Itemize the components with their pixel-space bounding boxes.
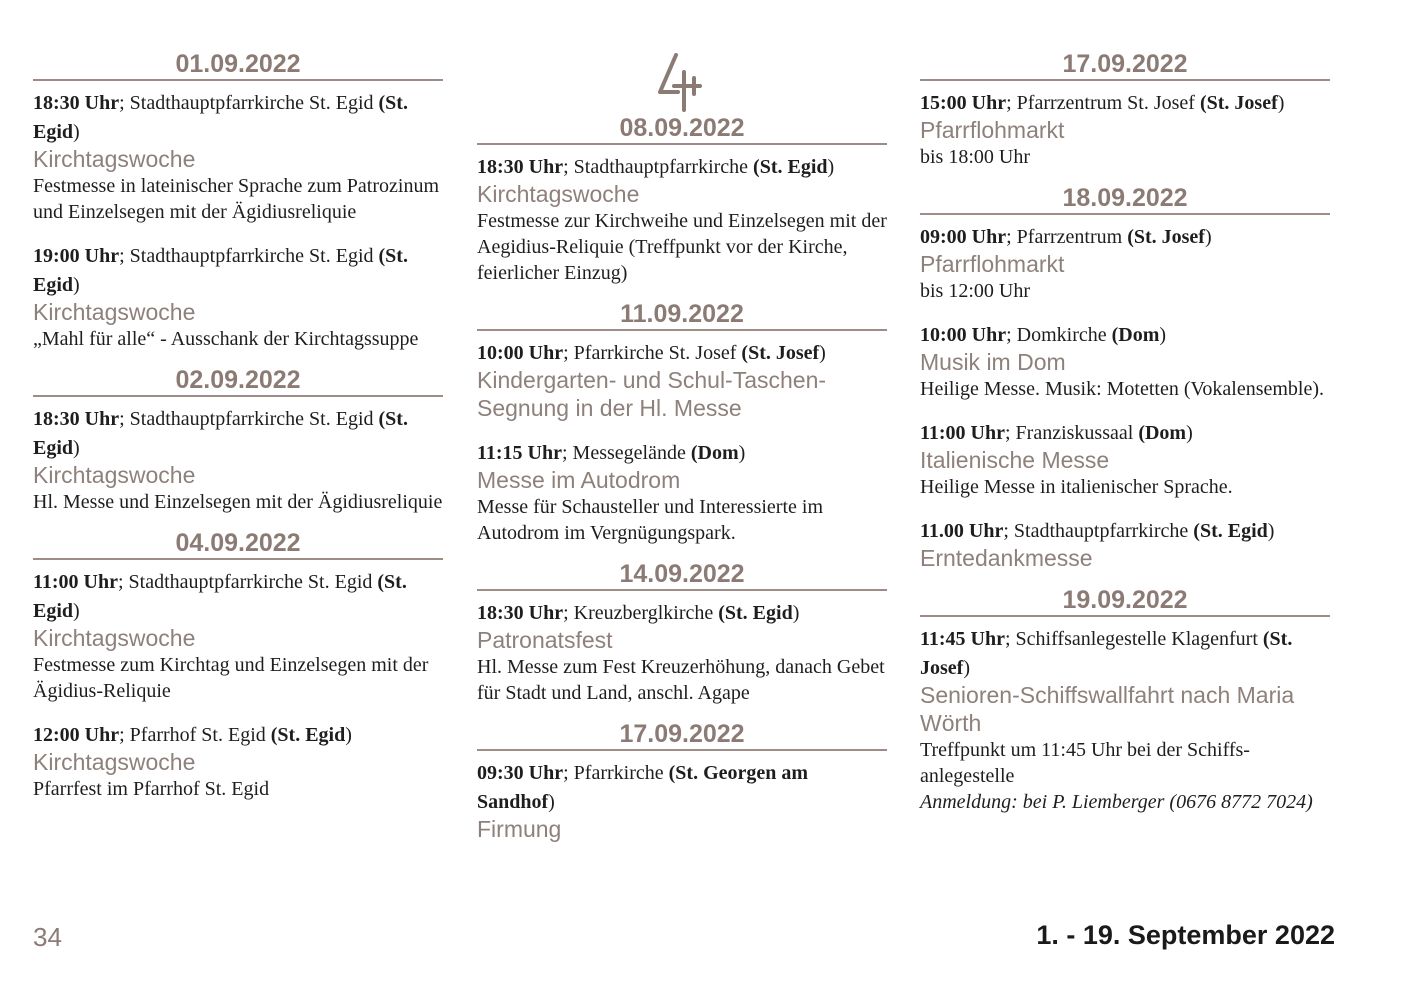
date-section [920,50,1330,170]
event-time: 11:00 Uhr [920,422,1005,444]
event-entry [920,321,1330,402]
event-time-place [920,625,1330,683]
event-description: bis 18:00 Uhr [920,146,1030,168]
event-parish: (St. Egid [33,245,408,296]
event-entry [920,89,1330,170]
event-title: Erntedankmesse [920,545,1093,571]
event-time: 18:30 Uhr [33,92,120,114]
event-place: ; Franziskussaal [1005,422,1139,444]
date-heading: 14.09.2022 [477,560,887,591]
event-time: 10:00 Uhr [477,342,564,364]
date-section [477,560,887,706]
date-heading: 11.09.2022 [477,300,887,331]
event-entry [33,568,443,704]
event-entry [33,89,443,225]
event-description: Treffpunkt um 11:45 Uhr bei der Schiffs-anlegestelle [920,739,1250,787]
event-time-place [33,721,443,750]
event-time: 18:30 Uhr [33,408,120,430]
event-time-place [477,599,887,628]
event-time-place [920,517,1330,546]
event-entry [920,517,1330,572]
event-time: 11:00 Uhr [33,571,118,593]
date-heading: 04.09.2022 [33,529,443,560]
event-title: Kirchtagswoche [477,181,640,207]
page-number: 34 [33,922,62,952]
event-entry [33,721,443,802]
event-time: 09:00 Uhr [920,226,1007,248]
event-time: 11:15 Uhr [477,442,562,464]
event-title: Kirchtagswoche [33,749,196,775]
event-parish: (St. Josef [741,342,820,364]
event-time-place [477,439,887,468]
event-place: ; Stadthauptpfarrkirche St. Egid [119,408,379,430]
event-title: Kindergarten- und Schul-Taschen-Segnung in der Hl. Messe [477,367,827,421]
event-title: Musik im Dom [920,349,1066,375]
event-parish-close: ) [819,342,826,364]
event-description: Festmesse in lateinischer Sprache zum Patrozinum und Einzelsegen mit der Ägidiusreliquie [33,175,440,223]
event-entry [477,759,887,843]
event-description: Festmesse zur Kirchweihe und Einzelsegen mit der Aegidius-Reliquie (Treffpunkt vor der Kirche, feierlicher Einzug) [477,210,887,284]
event-description: Hl. Messe zum Fest Kreuzerhöhung, danach Gebet für Stadt und Land, anschl. Agape [477,656,885,704]
event-time: 15:00 Uhr [920,92,1007,114]
event-entry [920,625,1330,815]
event-note: Anmeldung: bei P. Liemberger (0676 8772 7024) [920,791,1313,813]
date-section [33,50,443,352]
event-time-place [33,568,443,626]
event-parish-close: ) [1204,226,1212,248]
event-parish: (St. Josef [1199,92,1278,114]
event-parish: (St. Georgen am Sandhof [477,762,809,813]
event-title: Pfarrflohmarkt [920,251,1065,277]
event-title: Pfarrflohmarkt [920,117,1065,143]
date-heading: 17.09.2022 [920,50,1330,81]
event-title: Patronatsfest [477,627,613,653]
event-place: ; Domkirche [1006,324,1112,346]
column-3 [920,50,1330,815]
date-section [920,184,1330,572]
event-description: Hl. Messe und Einzelsegen mit der Ägidiusreliquie [33,491,443,513]
event-description: Messe für Schausteller und Interessierte im Autodrom im Vergnügungspark. [477,496,824,544]
event-parish-close: ) [738,442,746,464]
event-parish: (St. Egid [753,156,828,178]
event-description: Heilige Messe in italienischer Sprache. [920,476,1233,498]
event-parish: (St. Egid [33,571,407,622]
event-time: 11:45 Uhr [920,628,1005,650]
event-parish: (St. Egid [718,602,793,624]
event-entry [477,439,887,546]
event-place: ; Kreuzberglkirche [563,602,719,624]
event-time: 09:30 Uhr [477,762,564,784]
date-section [477,114,887,286]
event-parish-close: ) [73,437,80,459]
event-parish: (Dom [690,442,739,464]
event-description: Pfarrfest im Pfarrhof St. Egid [33,778,270,800]
event-parish-close: ) [792,602,800,624]
event-time: 18:30 Uhr [477,156,564,178]
event-parish: (Dom [1138,422,1187,444]
event-parish: (St. Egid [33,408,408,459]
date-section [33,529,443,802]
event-parish: (St. Josef [920,628,1293,679]
event-time-place [920,419,1330,448]
event-title: Senioren-Schiffswallfahrt nach Maria Wörth [920,682,1295,736]
event-place: ; Pfarrkirche St. Josef [563,342,742,364]
event-time-place [477,153,887,182]
date-section [477,720,887,843]
event-parish-close: ) [73,600,80,622]
event-place: ; Stadthauptpfarrkirche St. Egid [118,571,378,593]
event-place: ; Pfarrkirche [563,762,669,784]
event-parish-close: ) [345,724,352,746]
event-parish: (St. Josef [1127,226,1205,248]
event-title: Kirchtagswoche [33,299,196,325]
date-heading: 08.09.2022 [477,114,887,145]
event-place: ; Schiffsanlegestelle Klagenfurt [1005,628,1263,650]
event-parish-close: ) [548,791,555,813]
event-parish-close: ) [73,121,80,143]
event-place: ; Stadthauptpfarrkirche [1003,520,1194,542]
event-time: 12:00 Uhr [33,724,120,746]
event-entry [477,153,887,286]
event-time-place [477,759,887,817]
event-time: 18:30 Uhr [477,602,564,624]
event-title: Kirchtagswoche [33,625,196,651]
event-place: ; Stadthauptpfarrkirche St. Egid [119,92,379,114]
date-heading: 01.09.2022 [33,50,443,81]
event-time: 11.00 Uhr [920,520,1004,542]
event-entry [477,599,887,706]
event-title: Kirchtagswoche [33,462,196,488]
event-time-place [33,242,443,300]
date-heading: 19.09.2022 [920,586,1330,617]
event-place: ; Pfarrzentrum [1006,226,1128,248]
event-time: 10:00 Uhr [920,324,1007,346]
event-entry [33,405,443,515]
event-description: Festmesse zum Kirchtag und Einzelsegen mit der Ägidius-Reliquie [33,654,429,702]
event-title: Kirchtagswoche [33,146,196,172]
event-time-place [33,405,443,463]
event-place: ; Stadthauptpfarrkirche St. Egid [119,245,379,267]
column-1 [33,50,443,802]
event-parish-close: ) [827,156,835,178]
event-time-place [477,339,887,368]
event-description: bis 12:00 Uhr [920,280,1030,302]
event-place: ; Pfarrzentrum St. Josef [1006,92,1200,114]
event-description: „Mahl für alle“ - Ausschank der Kirchtagssuppe [33,328,419,350]
event-entry [477,339,887,422]
event-place: ; Pfarrhof St. Egid [119,724,271,746]
event-parish: (St. Egid [1193,520,1268,542]
event-parish-close: ) [1277,92,1285,114]
event-entry [920,419,1330,500]
event-parish: (St. Egid [33,92,408,143]
event-title: Firmung [477,816,562,842]
event-parish-close: ) [1267,520,1275,542]
event-parish-close: ) [1186,422,1193,444]
event-place: ; Stadthauptpfarrkirche [563,156,754,178]
date-section [33,366,443,515]
event-title: Italienische Messe [920,447,1110,473]
event-entry [33,242,443,352]
event-parish-close: ) [963,657,970,679]
column-2 [477,0,887,843]
event-title: Messe im Autodrom [477,467,681,493]
event-time-place [920,89,1330,118]
cross-4-logo-icon [656,52,708,114]
date-heading: 02.09.2022 [33,366,443,397]
date-heading: 17.09.2022 [477,720,887,751]
event-time-place [920,223,1330,252]
date-heading: 18.09.2022 [920,184,1330,215]
event-place: ; Messegelände [562,442,691,464]
date-section [920,586,1330,815]
date-range: 1. - 19. September 2022 [1036,920,1335,950]
event-parish: (St. Egid [270,724,346,746]
event-parish-close: ) [73,274,80,296]
event-time-place [33,89,443,147]
event-description: Heilige Messe. Musik: Motetten (Vokalensemble). [920,378,1325,400]
event-entry [920,223,1330,304]
event-parish: (Dom [1111,324,1160,346]
event-parish-close: ) [1159,324,1167,346]
event-time-place [920,321,1330,350]
date-section [477,300,887,546]
event-time: 19:00 Uhr [33,245,120,267]
